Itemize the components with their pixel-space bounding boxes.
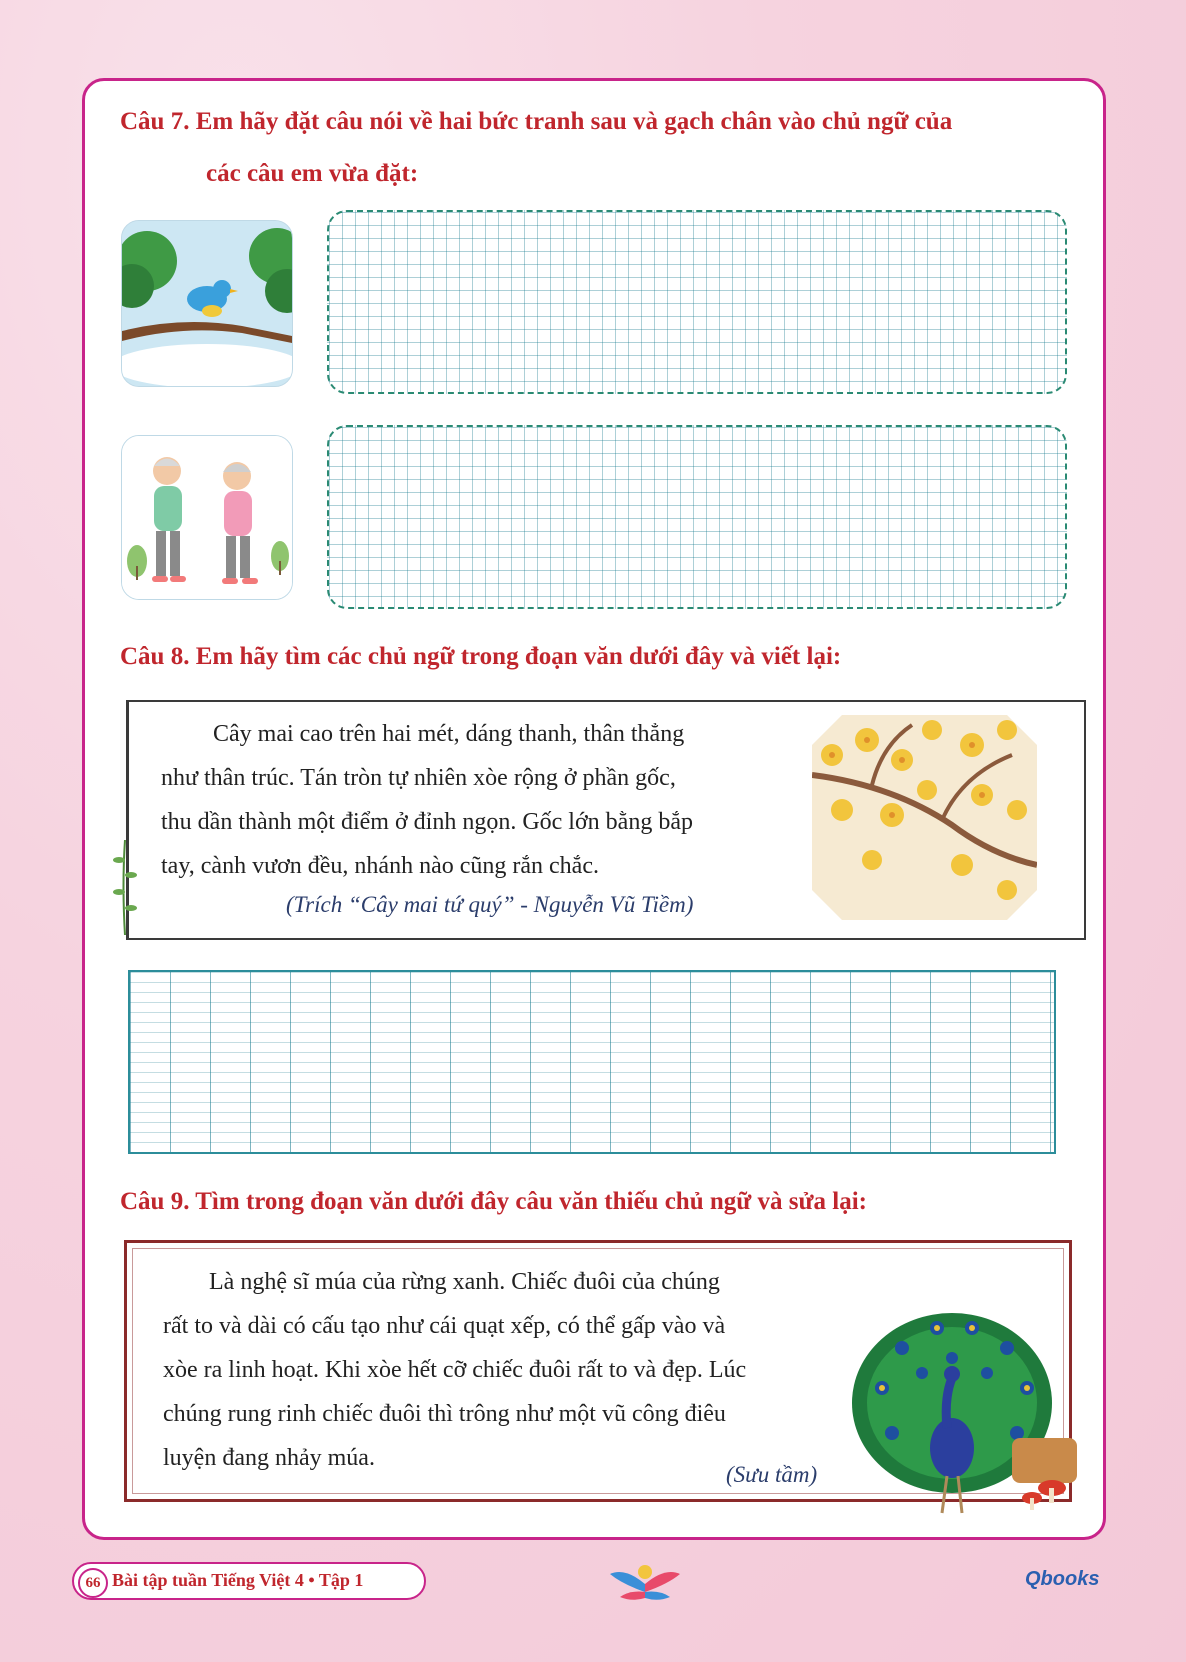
peacock-illustration <box>852 1308 1084 1518</box>
q8-citation: (Trích “Cây mai tứ quý” - Nguyễn Vũ Tiềm) <box>286 892 694 917</box>
q8-line-2: như thân trúc. Tán tròn tự nhiên xòe rộng ở phần gốc, <box>161 765 676 791</box>
q8-line-3: thu dần thành một điểm ở đỉnh ngọn. Gốc lớn bằng bắp <box>161 809 693 835</box>
q9-line-2: rất to và dài có cấu tạo như cái quạt xếp, có thể gấp vào và <box>163 1313 726 1339</box>
book-title: Bài tập tuần Tiếng Việt 4 • Tập 1 <box>112 1570 364 1590</box>
q9-citation: (Sưu tầm) <box>726 1462 818 1487</box>
q9-line-5: luyện đang nhảy múa. <box>163 1445 375 1471</box>
q7-title-line2: các câu em vừa đặt: <box>206 160 419 187</box>
q8-passage <box>161 712 801 888</box>
page-number: 66 <box>78 1568 108 1598</box>
q8-title: Câu 8. Em hãy tìm các chủ ngữ trong đoạn văn dưới đây và viết lại: <box>120 643 842 670</box>
q8-line-1: Cây mai cao trên hai mét, dáng thanh, thân thẳng <box>213 721 685 747</box>
bird-on-branch-illustration <box>121 220 293 387</box>
answer-grid-7b[interactable] <box>327 425 1067 609</box>
q9-passage <box>163 1260 843 1480</box>
elderly-couple-exercising-illustration <box>121 435 293 600</box>
vine-decoration-icon <box>112 840 138 935</box>
qbooks-logo: Qbooks <box>1025 1568 1100 1590</box>
answer-grid-8[interactable] <box>128 970 1056 1154</box>
q9-title: Câu 9. Tìm trong đoạn văn dưới đây câu văn thiếu chủ ngữ và sửa lại: <box>120 1188 867 1215</box>
apricot-blossom-illustration <box>812 715 1037 920</box>
wings-logo-icon <box>610 1562 680 1604</box>
answer-grid-7a[interactable] <box>327 210 1067 394</box>
q9-line-1: Là nghệ sĩ múa của rừng xanh. Chiếc đuôi của chúng <box>209 1269 720 1295</box>
q9-line-3: xòe ra linh hoạt. Khi xòe hết cỡ chiếc đuôi rất to và đẹp. Lúc <box>163 1357 747 1383</box>
q7-title-line1: Câu 7. Em hãy đặt câu nói về hai bức tranh sau và gạch chân vào chủ ngữ của <box>120 108 953 135</box>
q9-line-4: chúng rung rinh chiếc đuôi thì trông như một vũ công điêu <box>163 1401 726 1427</box>
q8-line-4: tay, cành vươn đều, nhánh nào cũng rắn chắc. <box>161 853 599 879</box>
